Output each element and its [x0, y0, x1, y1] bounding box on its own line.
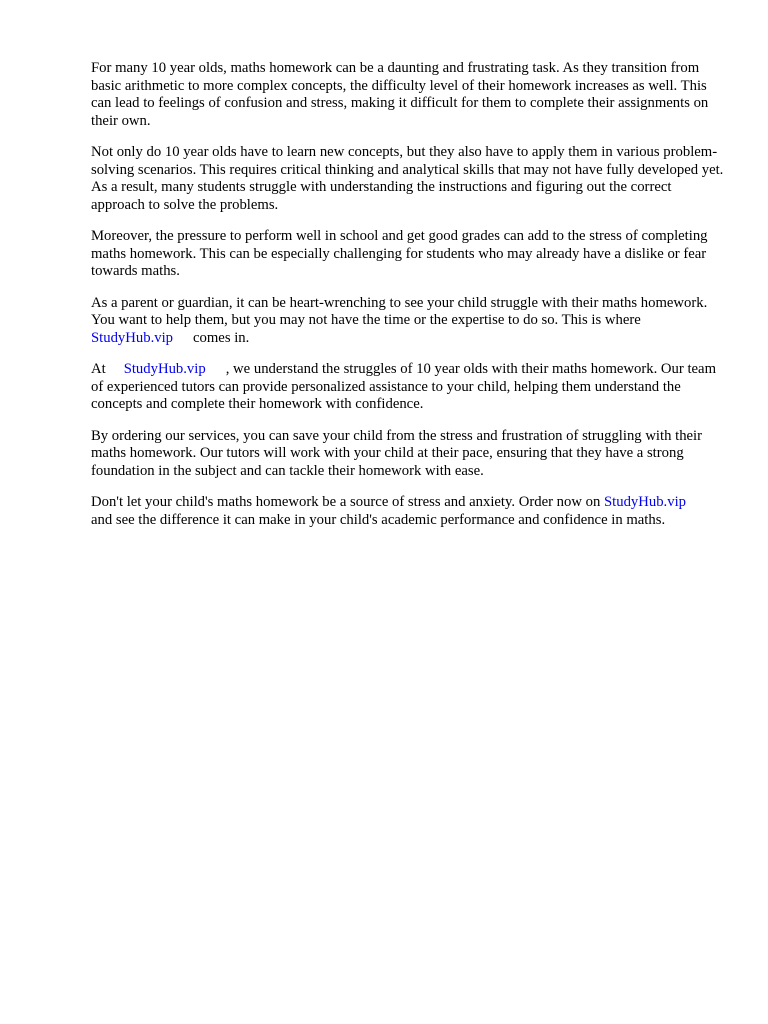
paragraph-5	[91, 361, 727, 414]
document-body	[91, 60, 727, 543]
paragraph-4-text-after: comes in.	[193, 329, 250, 346]
paragraph-3: Moreover, the pressure to perform well in school and get good grades can add to the stress of completing maths homework. This can be especially challenging for students who may already have a dislike or fear towards maths.	[91, 228, 708, 279]
paragraph-7-text-before: Don't let your child's maths homework be a source of stress and anxiety. Order now on	[91, 494, 601, 510]
paragraph-2: Not only do 10 year olds have to learn new concepts, but they also have to apply them in various problem-solving scenarios. This requires critical thinking and analytical skills that may not have fully developed yet. As a result, many students struggle with understanding the instructions and figuring out the correct approach to solve the problems.	[91, 144, 724, 213]
paragraph-6: By ordering our services, you can save your child from the stress and frustration of struggling with their maths homework. Our tutors will work with your child at their pace, ensuring that they have a strong foundation in the subject and can tackle their homework with ease.	[91, 427, 703, 479]
paragraph-5-text-after: , we understand the struggles of 10 year olds with their maths homework. Our team of experienced tutors can provide personalized assistance to your child, helping them understand the concepts and complete their homework with confidence.	[91, 361, 716, 412]
paragraph-5-text-before: At	[91, 361, 106, 377]
paragraph-1: For many 10 year olds, maths homework can be a daunting and frustrating task. As they transition from basic arithmetic to more complex concepts, the difficulty level of their homework increases as well. This can lead to feelings of confusion and stress, making it difficult for them to complete their assignments on their own.	[91, 60, 709, 129]
paragraph-7	[91, 494, 727, 529]
studyhub-link[interactable]: StudyHub.vip	[603, 494, 686, 510]
studyhub-link[interactable]: StudyHub.vip	[123, 361, 206, 377]
paragraph-4-text-before: As a parent or guardian, it can be heart-wrenching to see your child struggle with their maths homework. You want to help them, but you may not have the time or the expertise to do so. This is where	[91, 294, 708, 328]
paragraph-4	[91, 295, 727, 348]
paragraph-7-text-after: and see the difference it can make in your child's academic performance and confidence in maths.	[91, 511, 666, 528]
studyhub-link[interactable]: StudyHub.vip	[91, 329, 174, 346]
